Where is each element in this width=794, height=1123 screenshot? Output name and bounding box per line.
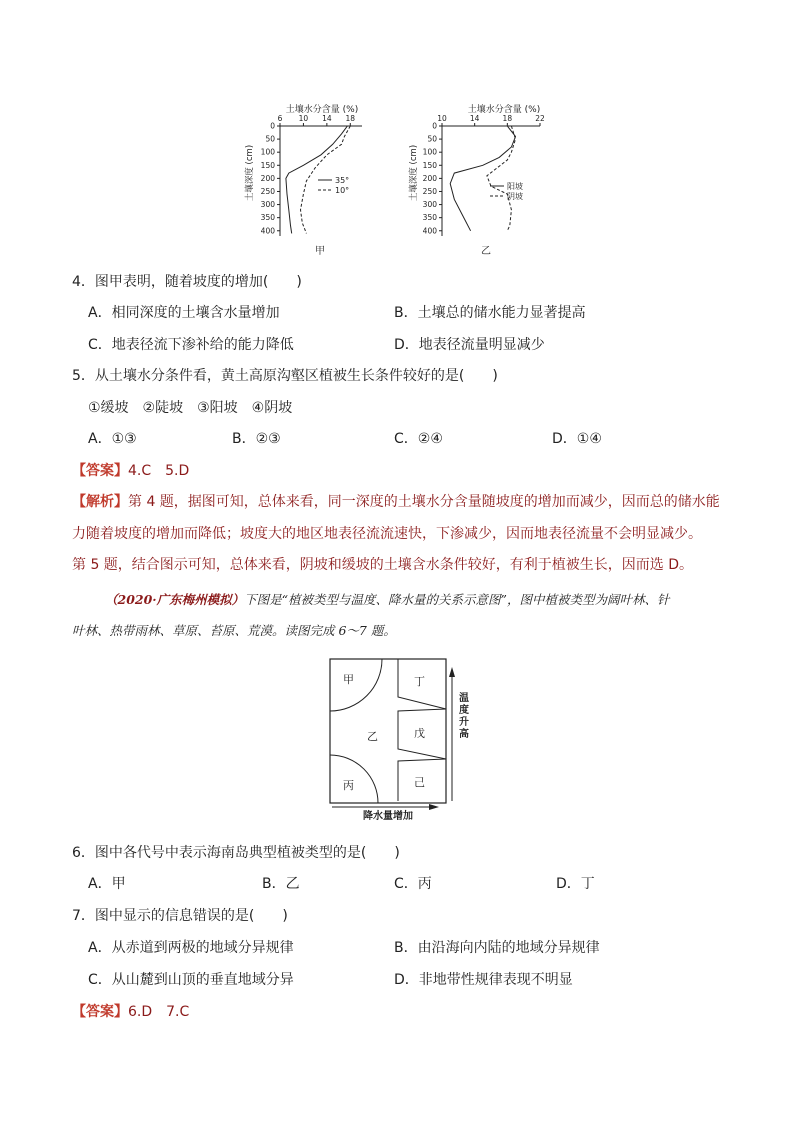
x-tick-label: 10 bbox=[298, 114, 309, 123]
label-ji: 己 bbox=[414, 776, 425, 789]
question-4-option-c[interactable]: C．地表径流下渗补给的能力降低 bbox=[88, 337, 294, 353]
question-7-stem: 7．图中显示的信息错误的是( ) bbox=[72, 908, 288, 924]
legend-label: 阳坡 bbox=[507, 182, 523, 191]
question-4-option-a[interactable]: A．相同深度的土壤含水量增加 bbox=[88, 305, 280, 321]
legend-label: 10° bbox=[335, 186, 350, 195]
y-tick-label: 200 bbox=[260, 173, 275, 183]
series-line-0 bbox=[450, 126, 515, 231]
y-tick-label: 50 bbox=[427, 134, 437, 144]
chart-title: 土壤水分含量 (%) bbox=[285, 105, 359, 115]
chart-caption: 甲 bbox=[315, 246, 325, 257]
x-tick-label: 10 bbox=[437, 114, 447, 123]
x-tick-label: 6 bbox=[277, 114, 283, 123]
chart-title: 土壤水分含量 (%) bbox=[467, 105, 541, 115]
question-5-option-b[interactable]: B．②③ bbox=[232, 431, 281, 447]
answer-4-5 bbox=[72, 462, 189, 480]
label-wu: 戊 bbox=[414, 727, 425, 740]
precipitation-label: 降水量增加 bbox=[363, 811, 413, 822]
question-5-stem: 5．从土壤水分条件看，黄土高原沟壑区植被生长条件较好的是( ) bbox=[72, 368, 498, 384]
y-tick-label: 250 bbox=[422, 186, 437, 196]
precipitation-arrow-head bbox=[429, 804, 439, 810]
y-tick-label: 100 bbox=[260, 147, 275, 157]
answer-text: 4.C 5.D bbox=[128, 463, 190, 479]
question-7-option-d[interactable]: D．非地带性规律表现不明显 bbox=[394, 972, 573, 988]
soil-moisture-chart-yi bbox=[408, 98, 558, 260]
series-line-1 bbox=[487, 126, 516, 231]
y-tick-label: 350 bbox=[422, 213, 437, 223]
answer-tag: 【答案】 bbox=[72, 1004, 128, 1020]
question-5-option-a[interactable]: A．①③ bbox=[88, 431, 137, 447]
intro-text-1: 下图是“植被类型与温度、降水量的关系示意图”，图中植被类型为阔叶林、针 bbox=[244, 592, 670, 607]
y-tick-label: 350 bbox=[260, 213, 275, 223]
analysis-line-1 bbox=[72, 493, 720, 511]
question-6-option-a[interactable]: A．甲 bbox=[88, 876, 126, 892]
legend-label: 阴坡 bbox=[507, 192, 523, 201]
y-tick-label: 0 bbox=[270, 121, 275, 131]
arc-bing bbox=[330, 755, 378, 803]
question-6-option-b[interactable]: B．乙 bbox=[262, 876, 300, 892]
label-ding: 丁 bbox=[414, 675, 425, 688]
question-7-option-b[interactable]: B．由沿海向内陆的地域分异规律 bbox=[394, 940, 600, 956]
y-tick-label: 150 bbox=[260, 160, 275, 170]
y-tick-label: 150 bbox=[422, 160, 437, 170]
label-bing: 丙 bbox=[343, 779, 354, 792]
question-6-option-d[interactable]: D．丁 bbox=[556, 876, 595, 892]
y-tick-label: 400 bbox=[260, 226, 275, 236]
analysis-line-2: 力随着坡度的增加而降低；坡度大的地区地表径流流速快，下渗减少，因而地表径流量不会明显减少。 bbox=[72, 526, 702, 542]
question-6-option-c[interactable]: C．丙 bbox=[394, 876, 432, 892]
legend-label: 35° bbox=[335, 176, 350, 185]
y-tick-label: 250 bbox=[260, 186, 275, 196]
y-tick-label: 100 bbox=[422, 147, 437, 157]
analysis-tag: 【解析】 bbox=[72, 494, 128, 510]
question-5-option-d[interactable]: D．①④ bbox=[552, 431, 602, 447]
chart-caption: 乙 bbox=[481, 246, 491, 257]
vegetation-diagram bbox=[315, 655, 485, 823]
question-4-stem: 4．图甲表明，随着坡度的增加( ) bbox=[72, 274, 302, 290]
analysis-line-3: 第 5 题，结合图示可知，总体来看，阴坡和缓坡的土壤含水条件较好，有利于植被生长，因而选 D。 bbox=[72, 557, 694, 573]
question-4-option-d[interactable]: D．地表径流量明显减少 bbox=[394, 337, 545, 353]
intro-line-1 bbox=[105, 591, 669, 609]
x-tick-label: 14 bbox=[322, 114, 332, 123]
y-axis-label: 土壤深度 (cm) bbox=[245, 144, 255, 202]
question-4-option-b[interactable]: B．土壤总的储水能力显著提高 bbox=[394, 305, 586, 321]
arc-jia bbox=[330, 659, 382, 711]
y-axis-label: 土壤深度 (cm) bbox=[409, 144, 419, 202]
x-tick-label: 22 bbox=[535, 114, 545, 123]
answer-6-7 bbox=[72, 1003, 189, 1021]
question-6-stem: 6．图中各代号中表示海南岛典型植被类型的是( ) bbox=[72, 845, 400, 861]
answer-tag: 【答案】 bbox=[72, 463, 128, 479]
question-7-option-a[interactable]: A．从赤道到两极的地域分异规律 bbox=[88, 940, 294, 956]
y-tick-label: 0 bbox=[432, 121, 437, 131]
question-5-items: ①缓坡 ②陡坡 ③阳坡 ④阴坡 bbox=[88, 400, 293, 416]
x-tick-label: 18 bbox=[345, 114, 356, 123]
label-yi: 乙 bbox=[367, 730, 378, 743]
answer-text: 6.D 7.C bbox=[128, 1004, 190, 1020]
analysis-text-1: 第 4 题，据图可知，总体来看，同一深度的土壤水分含量随坡度的增加而减少，因而总的储水能 bbox=[128, 494, 720, 510]
y-tick-label: 400 bbox=[422, 226, 437, 236]
y-tick-label: 50 bbox=[265, 134, 275, 144]
intro-line-2: 叶林、热带雨林、草原、苔原、荒漠。读图完成 6～7 题。 bbox=[72, 623, 396, 638]
temperature-arrow-head bbox=[449, 667, 455, 677]
question-5-option-c[interactable]: C．②④ bbox=[394, 431, 443, 447]
x-tick-label: 18 bbox=[502, 114, 513, 123]
y-tick-label: 300 bbox=[260, 200, 275, 210]
x-tick-label: 14 bbox=[469, 114, 480, 123]
y-tick-label: 300 bbox=[422, 200, 437, 210]
intro-source: （2020·广东梅州模拟） bbox=[105, 592, 245, 607]
label-jia: 甲 bbox=[343, 673, 354, 686]
question-7-option-c[interactable]: C．从山麓到山顶的垂直地域分异 bbox=[88, 972, 294, 988]
soil-moisture-chart-jia bbox=[240, 98, 380, 260]
temperature-label: 温度升高 bbox=[459, 693, 469, 740]
y-tick-label: 200 bbox=[422, 173, 437, 183]
